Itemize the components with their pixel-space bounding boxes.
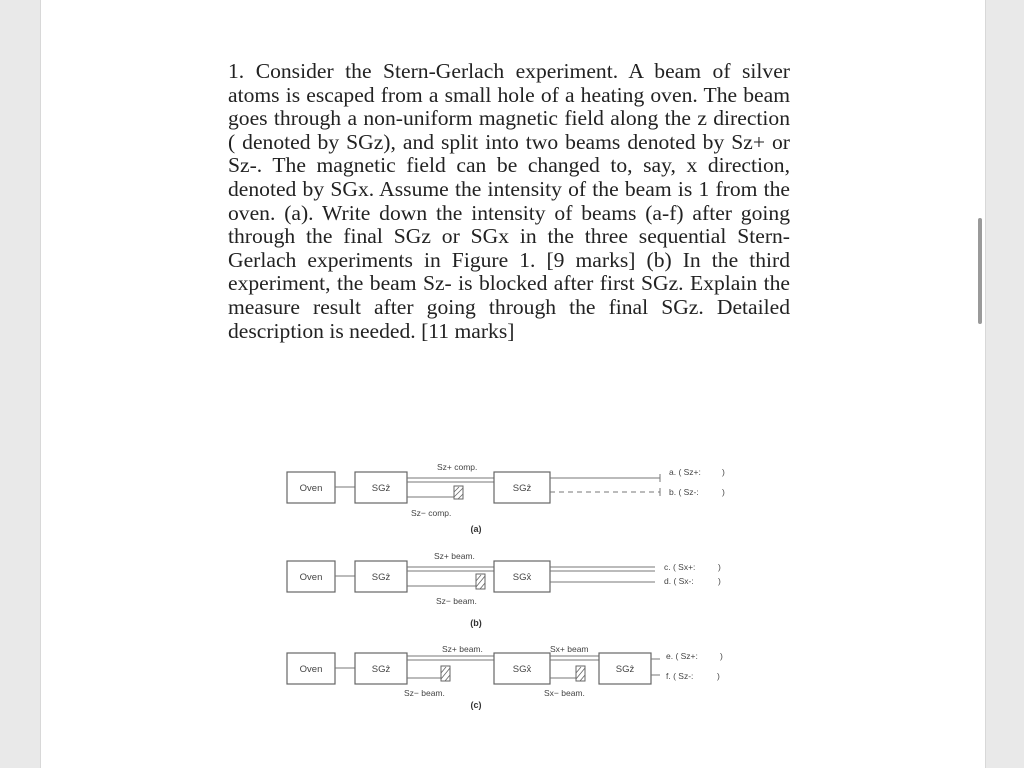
output-a: a. ( Sz+: [669, 467, 701, 477]
upper-beam-label-2: Sx+ beam [550, 644, 589, 654]
sgz-label: SGẑ [371, 572, 391, 583]
svg-text:): ) [717, 671, 720, 681]
svg-text:): ) [722, 467, 725, 477]
sgz-label: SGẑ [371, 664, 391, 675]
svg-text:): ) [722, 487, 725, 497]
problem-number: 1. [228, 59, 245, 83]
sgx-label: SGx̂ [512, 664, 532, 675]
experiment-c [287, 644, 723, 710]
output-f: f. ( Sz-: [666, 671, 694, 681]
experiment-b [287, 551, 721, 628]
problem-text: Consider the Stern-Gerlach experiment. A beam of silver atoms is escaped from a small hole of a heating oven. The beam goes through a non-uniform magnetic field along the z direction ( denoted by SGz), and split into two beams denoted by Sz+ or Sz-. The magnetic field can be changed to, say, x direction, denoted by SGx. Assume the intensity of the beam is 1 from the oven. (a). Write down the intensity of beams (a-f) after going through the final SGz or SGx in the three sequential Stern-Gerlach experiments in Figure 1. [9 marks] (b) In the third experiment, the beam Sz- is blocked after first SGz. Explain the measure result after going through the final SGz. Detailed description is needed. [11 marks] [228, 59, 790, 343]
svg-text:): ) [718, 562, 721, 572]
oven-label: Oven [299, 664, 323, 675]
upper-beam-label: Sz+ comp. [437, 462, 478, 472]
lower-beam-label: Sz− beam. [436, 596, 477, 606]
sgx-label: SGx̂ [512, 572, 532, 583]
caption-a: (a) [470, 524, 482, 534]
sgz-label-2: SGẑ [512, 483, 532, 494]
output-b: b. ( Sz-: [669, 487, 699, 497]
sgz-label: SGẑ [371, 483, 391, 494]
caption-b: (b) [470, 618, 482, 628]
lower-beam-label: Sz− beam. [404, 688, 445, 698]
oven-label: Oven [299, 572, 323, 583]
oven-label: Oven [299, 483, 323, 494]
output-e: e. ( Sz+: [666, 651, 698, 661]
caption-c: (c) [470, 700, 482, 710]
upper-beam-label: Sz+ beam. [434, 551, 475, 561]
output-c: c. ( Sx+: [664, 562, 696, 572]
lower-beam-label-2: Sx− beam. [544, 688, 585, 698]
svg-text:): ) [720, 651, 723, 661]
upper-beam-label: Sz+ beam. [442, 644, 483, 654]
output-d: d. ( Sx-: [664, 576, 694, 586]
svg-text:): ) [718, 576, 721, 586]
lower-beam-label: Sz− comp. [411, 508, 452, 518]
sgz-label-3: SGẑ [615, 664, 635, 675]
experiment-a [287, 462, 725, 534]
